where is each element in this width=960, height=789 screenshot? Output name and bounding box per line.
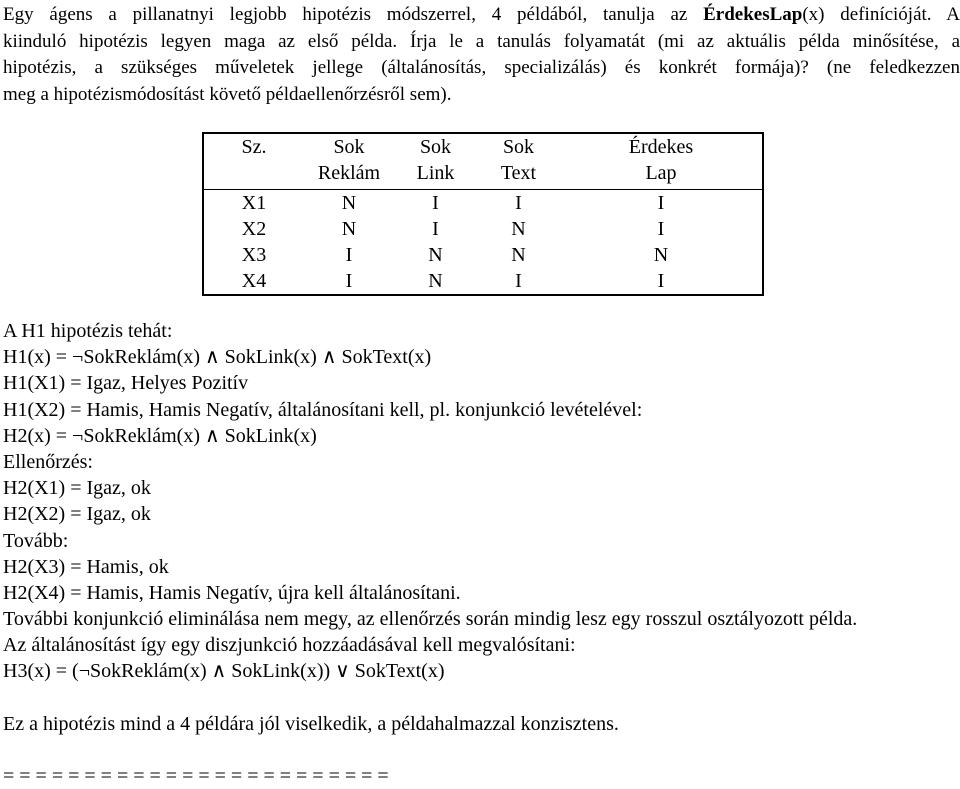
table-cell: N xyxy=(428,244,443,266)
table-cell: N xyxy=(511,244,526,266)
table-cell: I xyxy=(657,192,665,214)
task-line-3: hipotézis, a szükséges műveletek jellege (általánosítás, specializálás) és konkrét formája)? (ne feledkezzen xyxy=(3,57,960,78)
table-cell: I xyxy=(657,270,665,292)
table-row xyxy=(203,242,763,268)
solution-text xyxy=(3,318,960,789)
solution-line: H1(X1) = Igaz, Helyes Pozitív xyxy=(3,372,249,395)
table-cell: I xyxy=(345,244,353,266)
solution-line: H1(X2) = Hamis, Hamis Negatív, általánosítani kell, pl. konjunkció levételével: xyxy=(3,398,643,421)
solution-line: További konjunkció eliminálása nem megy, az ellenőrzés során mindig lesz egy rosszul osztályozott példa. xyxy=(3,608,858,631)
table-cell: N xyxy=(653,244,669,266)
task-line-2: kiinduló hipotézis legyen maga az első példa. Írja le a tanulás folyamatát (mi az aktuális példa minősítése, a xyxy=(3,30,960,52)
header-sok-reklam: Sok Reklám xyxy=(317,136,381,184)
table-cell: X2 xyxy=(241,218,267,240)
table-cell: I xyxy=(657,218,665,240)
task-description xyxy=(3,2,960,108)
hypothesis-h2: H2(x) = ¬SokReklám(x) ∧ SokLink(x) xyxy=(3,424,317,447)
target-concept-name: ÉrdekesLap xyxy=(703,4,803,25)
task-line-1 xyxy=(3,2,960,29)
table-cell: I xyxy=(345,270,353,292)
hypothesis-h1: H1(x) = ¬SokReklám(x) ∧ SokLink(x) ∧ SokText(x) xyxy=(3,346,432,369)
solution-line: Ellenőrzés: xyxy=(3,450,93,473)
header-sok-text: Sok Text xyxy=(500,136,537,184)
solution-line: Tovább: xyxy=(3,529,69,552)
table-row xyxy=(203,190,763,217)
table-cell: N xyxy=(511,218,526,240)
table-cell: N xyxy=(341,218,357,240)
header-erdekes-lap: Érdekes Lap xyxy=(628,136,694,184)
header-index: Sz. xyxy=(241,136,267,158)
solution-line: H2(X3) = Hamis, ok xyxy=(3,555,169,578)
blank-line xyxy=(3,737,960,763)
solution-line: H2(X4) = Hamis, Hamis Negatív, újra kell általánosítani. xyxy=(3,581,461,604)
table-row xyxy=(203,268,763,295)
separator-line: = = = = = = = = = = = = = = = = = = = = = = = = xyxy=(3,765,389,788)
header-sok-link: Sok Link xyxy=(416,136,455,184)
task-line-4: meg a hipotézismódosítást követő példaellenőrzésről sem). xyxy=(3,83,452,105)
solution-line: H2(X1) = Igaz, ok xyxy=(3,477,151,500)
table-cell: X3 xyxy=(241,244,267,266)
conclusion: Ez a hipotézis mind a 4 példára jól viselkedik, a példahalmazzal konzisztens. xyxy=(3,712,619,735)
hypothesis-h3: H3(x) = (¬SokReklám(x) ∧ SokLink(x)) ∨ SokText(x) xyxy=(3,660,445,683)
blank-line xyxy=(3,685,960,711)
table-cell: N xyxy=(428,270,443,292)
table-cell: I xyxy=(515,192,522,214)
table-header-row xyxy=(203,133,763,190)
table-cell: I xyxy=(432,218,439,240)
table-cell: N xyxy=(341,192,357,214)
task-line-1-end: (x) definícióját. A xyxy=(802,4,960,25)
solution-line: H2(X2) = Igaz, ok xyxy=(3,503,151,526)
examples-table xyxy=(202,132,764,296)
table-row xyxy=(203,216,763,242)
task-line-1-start: Egy ágens a pillanatnyi legjobb hipotézis módszerrel, 4 példából, tanulja az xyxy=(3,4,704,25)
table-cell: I xyxy=(432,192,439,214)
table-cell: X1 xyxy=(241,192,267,214)
solution-line: A H1 hipotézis tehát: xyxy=(3,320,173,342)
table-cell: X4 xyxy=(241,270,267,292)
table-cell: I xyxy=(515,270,522,292)
solution-line: Az általánosítást így egy diszjunkció hozzáadásával kell megvalósítani: xyxy=(3,634,576,657)
